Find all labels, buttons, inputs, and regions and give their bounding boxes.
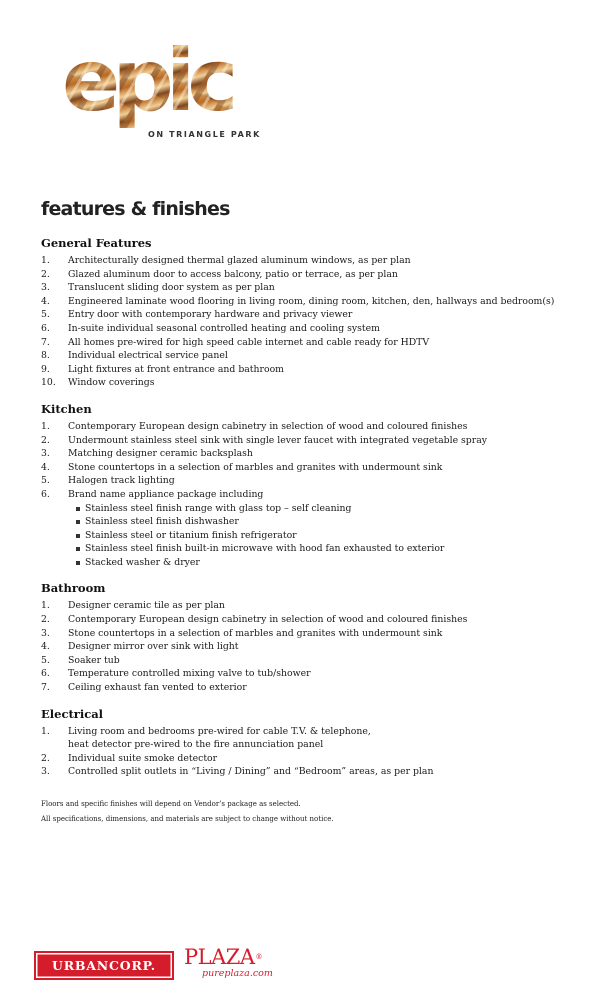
item-number: 3. [41,766,50,778]
epic-logo [60,40,280,145]
list-item [41,281,581,295]
list-item [41,627,581,641]
item-number: 10. [41,377,56,389]
item-text: Undermount stainless steel sink with single lever faucet with integrated vegetable spray [68,434,487,446]
square-bullet-icon [76,561,80,565]
list-item [41,336,581,350]
feature-list [41,725,581,779]
item-text: Designer ceramic tile as per plan [68,600,225,612]
plaza-url: pureplaza.com [202,968,273,979]
list-item [41,640,581,654]
sub-list-item [76,556,581,570]
epic-wordmark-graphic [60,40,280,130]
list-item [41,765,581,779]
section-electrical [41,707,581,779]
sub-item-text: Stainless steel or titanium finish refrigerator [85,529,297,541]
item-text: Living room and bedrooms pre-wired for cable T.V. & telephone, [68,725,371,737]
item-text: Entry door with contemporary hardware and privacy viewer [68,309,353,321]
item-text: Controlled split outlets in “Living / Dining” and “Bedroom” areas, as per plan [68,766,434,778]
section-bathroom [41,581,581,694]
feature-list [41,420,581,570]
footnote: Floors and specific finishes will depend on Vendor’s package as selected. [41,800,301,808]
list-item [41,654,581,668]
item-number: 6. [41,488,50,500]
item-text: Contemporary European design cabinetry in selection of wood and coloured finishes [68,614,468,626]
item-number: 1. [41,725,50,737]
item-text: Architecturally designed thermal glazed aluminum windows, as per plan [68,255,411,266]
item-number: 5. [41,654,50,666]
item-number: 6. [41,322,50,334]
item-number: 2. [41,752,50,764]
item-number: 5. [41,309,50,321]
item-number: 7. [41,336,50,348]
footnotes [41,797,334,827]
section-heading: Bathroom [41,581,106,596]
list-item [41,349,581,363]
item-number: 2. [41,614,50,626]
item-text: Individual suite smoke detector [68,752,218,764]
list-item [41,725,581,752]
item-text: In-suite individual seasonal controlled heating and cooling system [68,322,380,334]
urbancorp-wordmark: URBANCORP. [52,958,156,973]
square-bullet-icon [76,507,80,511]
item-number: 3. [41,627,50,639]
item-number: 9. [41,363,50,375]
item-number: 4. [41,295,50,307]
item-number: 8. [41,350,50,362]
list-item [41,363,581,377]
feature-list [41,254,581,390]
list-item [41,295,581,309]
sub-list-item [76,502,581,516]
sub-item-text: Stainless steel finish dishwasher [85,516,239,528]
list-item [41,599,581,613]
list-item [41,308,581,322]
epic-wordmark: epic [62,40,231,130]
item-text: Glazed aluminum door to access balcony, patio or terrace, as per plan [68,268,398,280]
item-text: Stone countertops in a selection of marbles and granites with undermount sink [68,627,443,639]
item-number: 2. [41,268,50,280]
section-heading: Kitchen [41,401,92,416]
item-number: 6. [41,668,50,680]
list-item [41,752,581,766]
list-item [41,254,581,268]
sub-list-item [76,515,581,529]
section-heading: General Features [41,236,152,250]
item-number: 3. [41,448,50,460]
square-bullet-icon [76,534,80,538]
list-item [41,322,581,336]
item-text: Engineered laminate wood flooring in living room, dining room, kitchen, den, hallways and bedroom(s) [68,295,555,307]
item-text: Soaker tub [68,654,120,666]
square-bullet-icon [76,547,80,551]
item-number: 1. [41,600,50,612]
item-text: Temperature controlled mixing valve to tub/shower [68,668,311,680]
item-text: Matching designer ceramic backsplash [68,448,253,460]
list-item [41,376,581,390]
section-general-features [41,236,581,390]
list-item [41,681,581,695]
item-number: 1. [41,420,50,432]
item-text: All homes pre-wired for high speed cable internet and cable ready for HDTV [68,336,430,348]
section-heading: Electrical [41,706,104,721]
list-item [41,420,581,434]
sub-item-text: Stainless steel finish built-in microwave with hood fan exhausted to exterior [85,543,445,555]
sub-list-item [76,529,581,543]
item-text: Stone countertops in a selection of marbles and granites with undermount sink [68,461,443,473]
list-item [41,667,581,681]
features-content [41,236,581,791]
item-text: Translucent sliding door system as per plan [68,282,275,294]
item-text-continued: heat detector pre-wired to the fire annunciation panel [68,739,324,751]
list-item [41,447,581,461]
item-number: 2. [41,434,50,446]
plaza-wordmark: PLAZA [184,945,255,969]
item-text: Contemporary European design cabinetry in selection of wood and coloured finishes [68,420,468,432]
item-text: Brand name appliance package including [68,488,264,500]
list-item [41,434,581,448]
item-number: 4. [41,461,50,473]
footnote: All specifications, dimensions, and materials are subject to change without notice. [41,815,334,823]
sub-list-item [76,542,581,556]
item-text: Designer mirror over sink with light [68,641,239,653]
item-number: 1. [41,255,50,266]
sub-item-text: Stainless steel finish range with glass top – self cleaning [85,502,352,514]
item-number: 4. [41,641,50,653]
list-item [41,268,581,282]
plaza-logo [184,946,273,980]
urbancorp-logo [34,951,174,980]
feature-list [41,599,581,694]
list-item [41,474,581,488]
item-text: Halogen track lighting [68,475,175,487]
square-bullet-icon [76,520,80,524]
item-number: 5. [41,475,50,487]
registered-mark: ® [255,953,262,961]
item-text: Ceiling exhaust fan vented to exterior [68,682,247,694]
list-item [41,613,581,627]
logo-tagline: ON TRIANGLE PARK [148,130,261,139]
item-number: 7. [41,682,50,694]
item-text: Individual electrical service panel [68,350,228,362]
item-text: Light fixtures at front entrance and bathroom [68,363,284,375]
list-item [41,488,581,570]
list-item [41,461,581,475]
item-text: Window coverings [68,377,155,389]
section-kitchen [41,402,581,570]
page-title: features & finishes [41,198,230,220]
appliance-sublist [68,502,581,570]
item-number: 3. [41,282,50,294]
sub-item-text: Stacked washer & dryer [85,556,200,568]
plaza-wordmark-line [184,946,273,968]
